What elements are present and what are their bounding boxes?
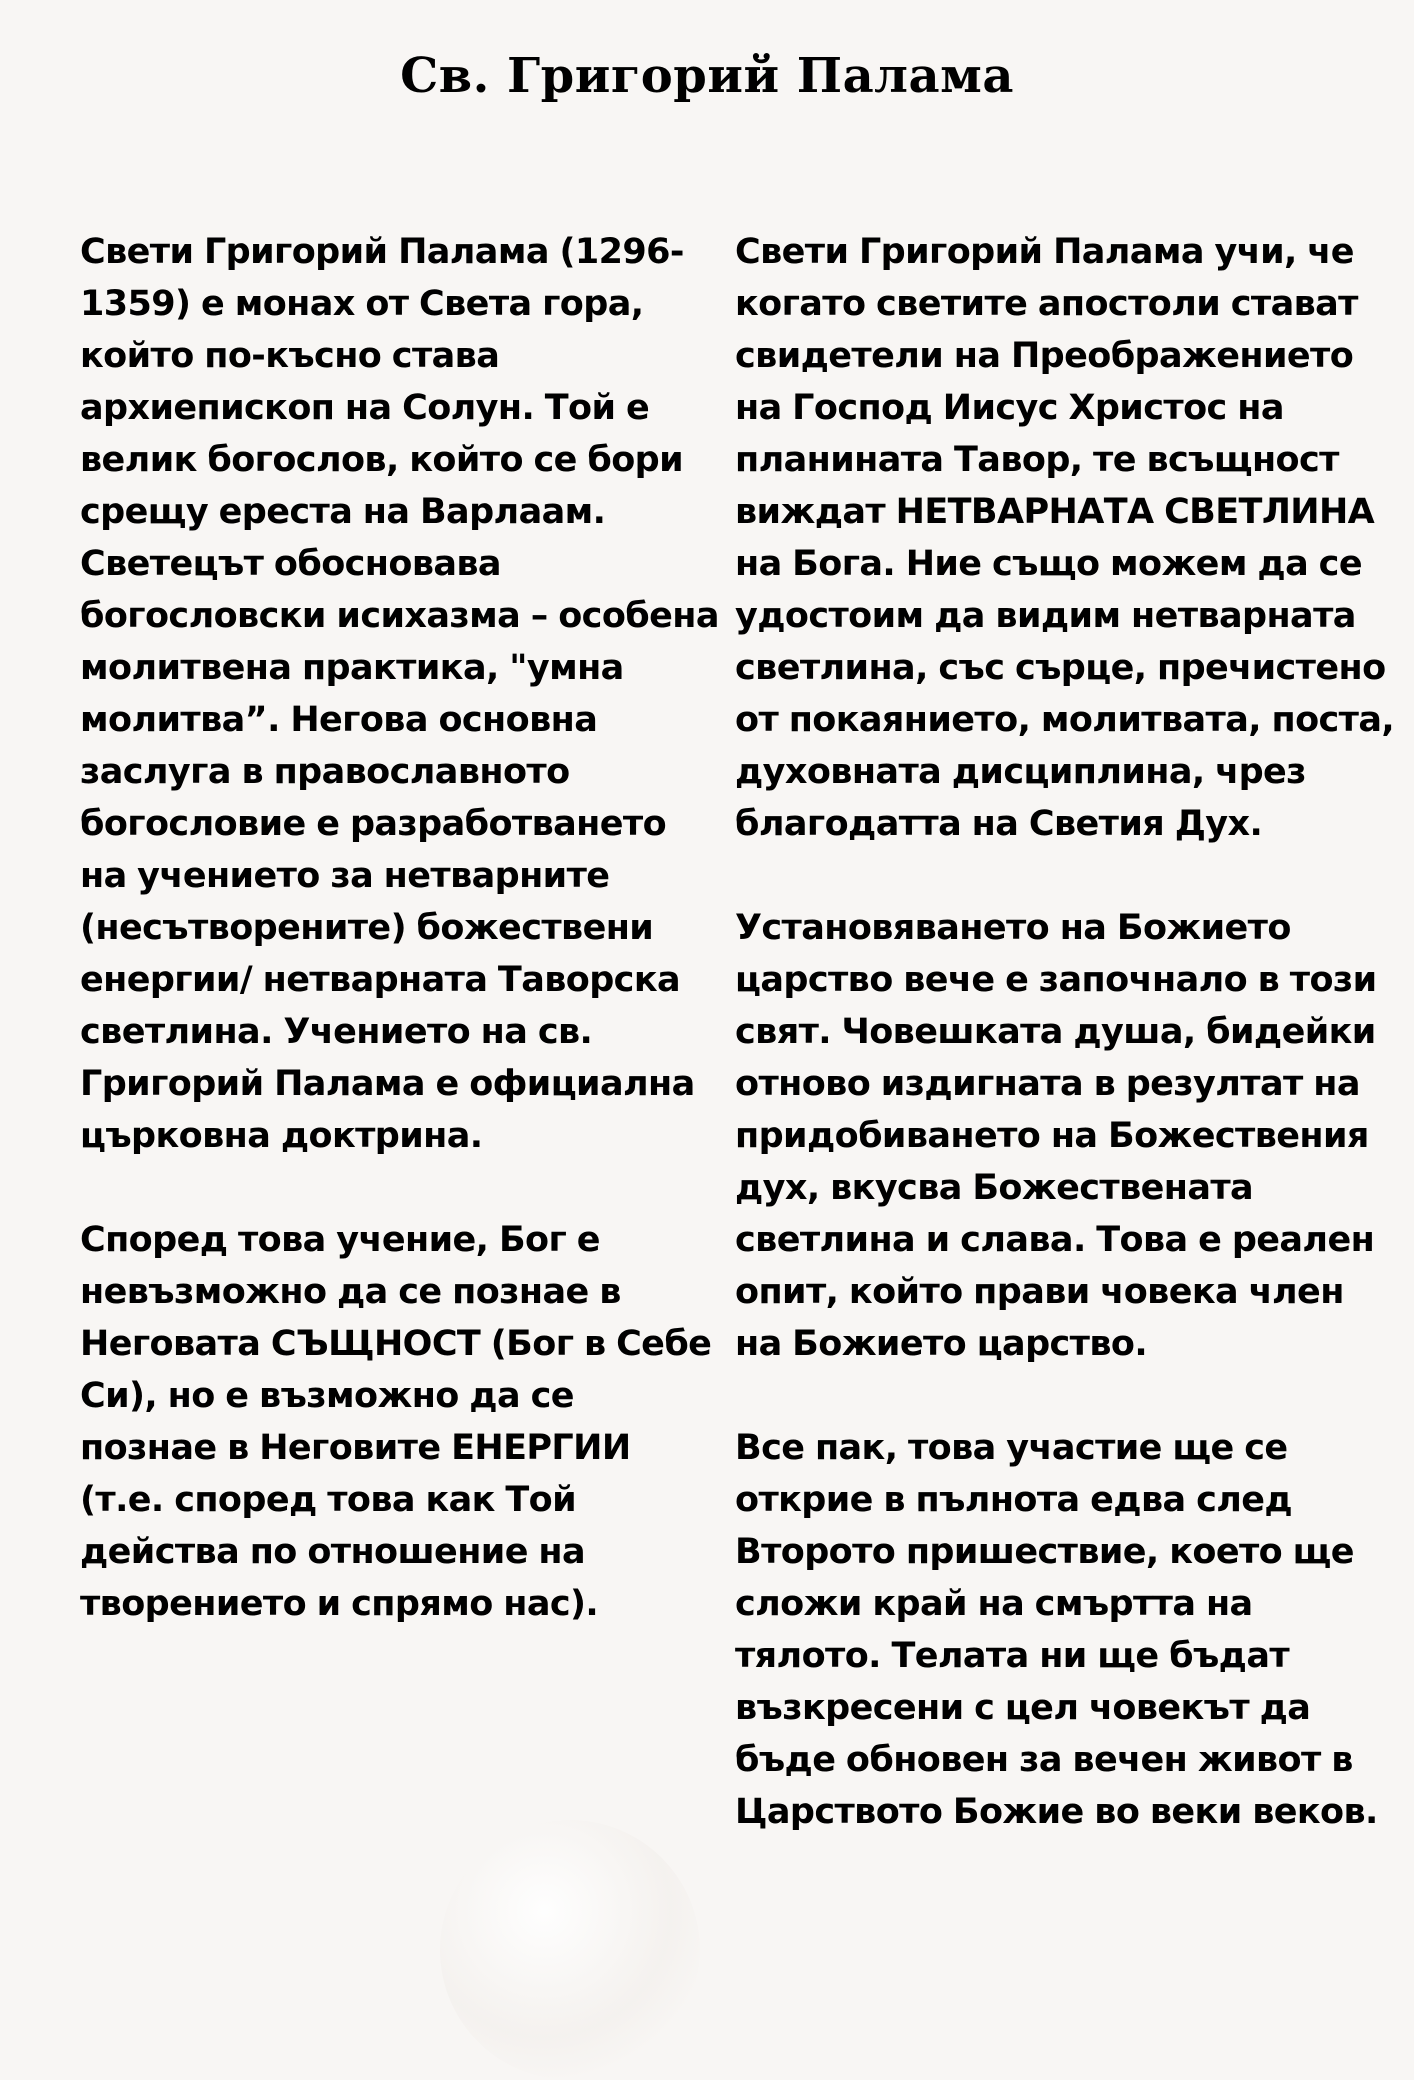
right-paragraph-3: Все пак, това участие ще се открие в пълнота едва след Второто пришествие, което ще сложи край на смъртта на тялото. Телата ни ще бъдат възкресени с цел човекът да бъде обновен за вечен живот в Царството Божие во веки веков. (735, 1428, 1378, 1832)
decorative-circle (440, 1820, 700, 2080)
left-paragraph-1: Свети Григорий Палама (1296-1359) е монах от Света гора, който по-късно става архиепископ на Солун. Той е велик богослов, който се бори срещу ереста на Варлаам. Светецът обосновава богословски исихазма – особена молитвена практика, "умна молитва”. Негова основна заслуга в православното богословие е разработването на учението за нетварните (несътворените) божествени енергии/ нетварната Таворска светлина. Учението на св. Григорий Палама е официална църковна доктрина. (80, 232, 719, 1156)
left-column (80, 226, 720, 1630)
right-paragraph-2: Установяването на Божието царство вече е започнало в този свят. Човешката душа, бидейки отново издигната в резултат на придобиването на Божествения дух, вкусва Божествената светлина и слава. Това е реален опит, който прави човека член на Божието царство. (735, 908, 1377, 1364)
right-paragraph-1: Свети Григорий Палама учи, че когато светите апостоли стават свидетели на Преображението на Господ Иисус Христос на планината Тавор, те всъщност виждат НЕТВАРНАТА СВЕТЛИНА на Бога. Ние също можем да се удостоим да видим нетварната светлина, със сърце, пречистено от покаянието, молитвата, поста, духовната дисциплина, чрез благодатта на Светия Дух. (735, 232, 1395, 844)
page-title: Св. Григорий Палама (400, 48, 1014, 104)
right-column (735, 226, 1395, 1838)
left-paragraph-2: Според това учение, Бог е невъзможно да се познае в Неговата СЪЩНОСТ (Бог в Себе Си), но е възможно да се познае в Неговите ЕНЕРГИИ (т.е. според това как Той действа по отношение на творението и спрямо нас). (80, 1220, 712, 1624)
